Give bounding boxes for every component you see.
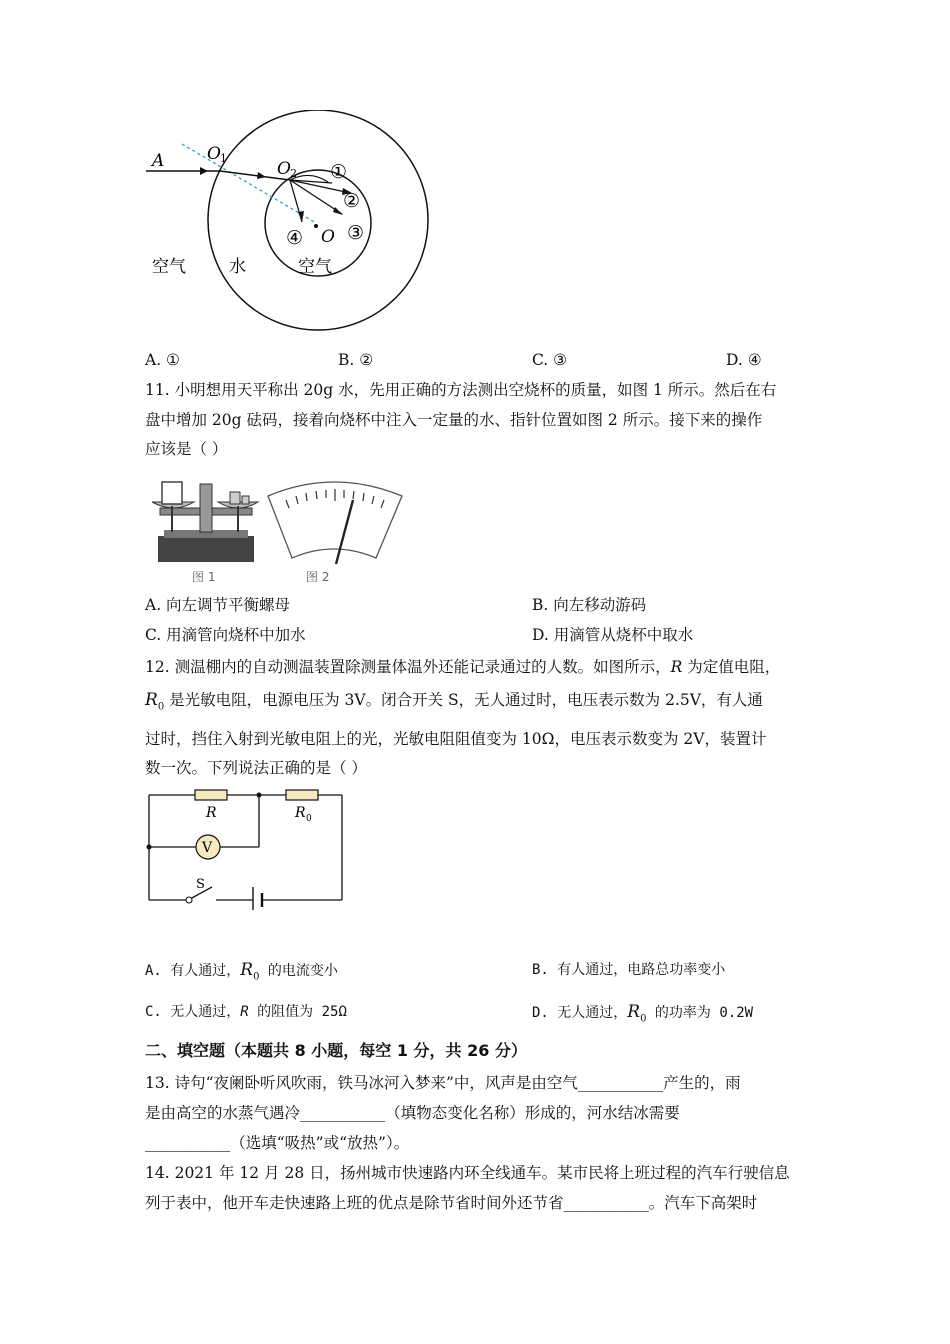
q12-option-c: C. 无人通过，R 的阻值为 25Ω bbox=[145, 1004, 347, 1020]
water-arrow bbox=[257, 172, 266, 179]
q11-line-1: 11. 小明想用天平称出 20g 水，先用正确的方法测出空烧杯的质量，如图 1 所示。然后在右 bbox=[145, 381, 777, 399]
circuit-label-S: S bbox=[196, 877, 205, 892]
label-O1: O bbox=[207, 144, 221, 164]
label-O2-sub: 2 bbox=[290, 167, 297, 180]
q11-option-d: D. 用滴管从烧杯中取水 bbox=[532, 626, 694, 644]
weights-small bbox=[242, 496, 249, 504]
circuit-diagram bbox=[140, 785, 355, 910]
q13-line-1: 13. 诗句“夜阑卧听风吹雨，铁马冰河入梦来”中，风声是由空气___________产生的，雨 bbox=[145, 1074, 741, 1092]
label-O: O bbox=[321, 227, 335, 247]
q12-line-1-post: 为定值电阻， bbox=[682, 658, 781, 676]
resistor-R0 bbox=[286, 790, 318, 800]
region-air-outer: 空气 bbox=[152, 257, 186, 277]
q12-line-4: 数一次。下列说法正确的是（ ） bbox=[145, 759, 367, 777]
region-air-inner: 空气 bbox=[298, 257, 332, 277]
ray-label-3: ③ bbox=[347, 222, 365, 244]
q11-line-2: 盘中增加 20g 砝码，接着向烧杯中注入一定量的水、指针位置如图 2 所示。接下来的操作 bbox=[145, 411, 763, 429]
beaker bbox=[162, 482, 182, 504]
junction-left bbox=[147, 845, 152, 850]
q11-option-b: B. 向左移动游码 bbox=[532, 596, 647, 614]
label-O2: O bbox=[277, 159, 291, 179]
circuit-label-R0-sub: 0 bbox=[306, 814, 312, 824]
resistor-R bbox=[195, 790, 227, 800]
q14-line-2: 列于表中，他开车走快速路上班的优点是除节省时间外还节省___________。汽车下高架时 bbox=[145, 1194, 758, 1212]
q10-option-d: D. ④ bbox=[726, 351, 762, 369]
q12-r0: $R_0$ bbox=[145, 690, 165, 713]
fig1-caption: 图 1 bbox=[192, 570, 216, 584]
q10-option-a: A. ① bbox=[145, 351, 180, 369]
fig2-caption: 图 2 bbox=[306, 570, 330, 584]
q11-option-a: A. 向左调节平衡螺母 bbox=[145, 596, 291, 614]
q12-option-a: A. 有人通过，$R_0$ 的电流变小 bbox=[145, 960, 338, 983]
q12-line-1-pre: 12. 测温棚内的自动测温装置除测量体温外还能记录通过的人数。如图所示， bbox=[145, 658, 671, 676]
label-O1-sub: 1 bbox=[220, 152, 227, 165]
weights bbox=[230, 492, 240, 504]
q12-line-1-R: R bbox=[670, 658, 683, 676]
q14-line-1: 14. 2021 年 12 月 28 日，扬州城市快速路内环全线通车。某市民将上班过程的汽车行驶信息 bbox=[145, 1164, 790, 1182]
switch-contact bbox=[186, 897, 192, 903]
ray-label-1: ① bbox=[330, 161, 348, 183]
q12-line-1 bbox=[145, 657, 780, 677]
ray-label-4: ④ bbox=[286, 227, 304, 249]
q12-option-d: D. 无人通过，$R_0$ 的功率为 0.2W bbox=[532, 1002, 754, 1025]
q10-option-b: B. ② bbox=[338, 351, 374, 369]
circuit-label-V: V bbox=[202, 840, 213, 856]
section-2-heading: 二、填空题（本题共 8 小题，每空 1 分，共 26 分） bbox=[145, 1041, 527, 1060]
q10-option-c: C. ③ bbox=[532, 351, 568, 369]
region-water: 水 bbox=[229, 257, 246, 277]
center-point-O bbox=[314, 224, 318, 228]
ray-3-arrow bbox=[333, 207, 343, 215]
q11-option-c: C. 用滴管向烧杯中加水 bbox=[145, 626, 306, 644]
q12-option-d-r0: $R_0$ bbox=[627, 1002, 647, 1025]
q11-line-3: 应该是（ ） bbox=[145, 440, 228, 458]
balance-base bbox=[158, 536, 254, 562]
circuit-label-R0: R bbox=[295, 805, 306, 821]
refraction-figure bbox=[140, 110, 440, 350]
q12-line-2 bbox=[145, 690, 763, 717]
q13-line-2: 是由高空的水蒸气遇冷___________（填物态变化名称）形成的，河水结冰需要 bbox=[145, 1104, 680, 1122]
q12-line-2-post: 是光敏电阻，电源电压为 3V。闭合开关 S，无人通过时，电压表示数为 2.5V，有人通 bbox=[164, 691, 763, 709]
q12-option-b: B. 有人通过，电路总功率变小 bbox=[532, 962, 726, 978]
q12-option-a-r0: $R_0$ bbox=[240, 960, 260, 983]
ray-label-2: ② bbox=[343, 190, 361, 212]
balance-figure bbox=[150, 474, 420, 588]
incident-arrow bbox=[200, 167, 208, 175]
junction-top bbox=[257, 793, 262, 798]
outer-circle bbox=[208, 110, 428, 330]
q13-line-3: ___________（选填“吸热”或“放热”）。 bbox=[145, 1134, 410, 1152]
label-A: A bbox=[152, 151, 165, 171]
balance-column bbox=[200, 484, 212, 532]
q12-line-3: 过时，挡住入射到光敏电阻上的光，光敏电阻阻值变为 10Ω，电压表示数变为 2V，装置计 bbox=[145, 730, 767, 748]
circuit-label-R: R bbox=[206, 805, 217, 821]
